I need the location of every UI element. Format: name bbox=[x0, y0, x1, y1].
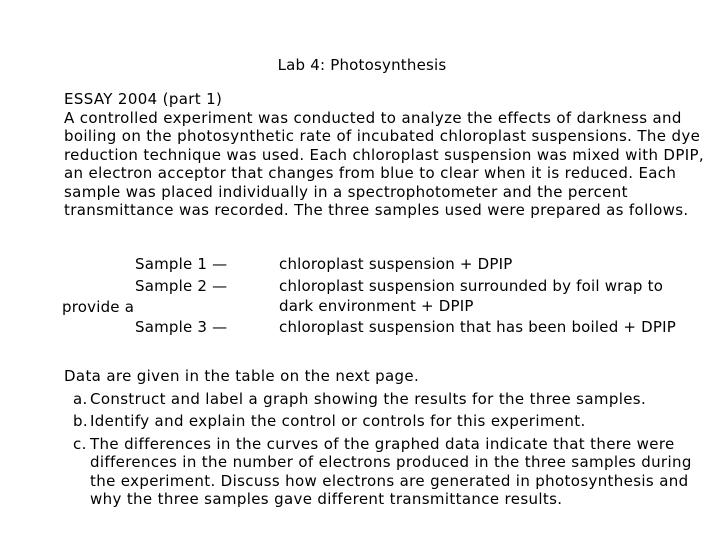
essay-heading: ESSAY 2004 (part 1) bbox=[64, 90, 223, 108]
question-marker: a. bbox=[73, 389, 88, 408]
question-item bbox=[64, 412, 704, 431]
sample-description: chloroplast suspension + DPIP bbox=[279, 255, 513, 273]
essay-section bbox=[64, 90, 704, 220]
sample-row bbox=[62, 317, 712, 339]
question-text: Construct and label a graph showing the results for the three samples. bbox=[90, 389, 647, 408]
sample-description-line: chloroplast suspension surrounded by foil wrap to bbox=[279, 276, 664, 295]
sample-description: chloroplast suspension that has been boiled + DPIP bbox=[279, 318, 677, 336]
essay-paragraph: A controlled experiment was conducted to analyze the effects of darkness and boiling on the photosynthetic rate of incubated chloroplast suspensions. The dye reduction technique was used. Each chloroplast suspension was mixed with DPIP, an electron acceptor that changes from blue to clear when it is reduced. Each sample was placed individually in a spectrophotometer and the percent transmittance was recorded. The three samples used were prepared as follows. bbox=[64, 108, 705, 219]
sample-description-line: dark environment + DPIP bbox=[279, 297, 474, 315]
sample-name: Sample 1 — bbox=[135, 255, 228, 273]
questions-section bbox=[64, 367, 704, 513]
page-title: Lab 4: Photosynthesis bbox=[277, 56, 447, 74]
samples-list bbox=[62, 254, 712, 339]
question-item bbox=[64, 435, 704, 509]
question-list bbox=[64, 390, 704, 509]
question-text: The differences in the curves of the graphed data indicate that there were differences in the number of electrons produced in the three samples during the experiment. Discuss how electrons are generated in photosynthesis and why the three samples gave different transmittance results. bbox=[90, 434, 692, 508]
question-marker: b. bbox=[73, 412, 88, 430]
provide-label: provide a bbox=[62, 298, 135, 316]
question-text: Identify and explain the control or controls for this experiment. bbox=[90, 412, 586, 430]
sample-name: Sample 3 — bbox=[135, 318, 228, 336]
sample-row bbox=[62, 254, 712, 276]
question-item bbox=[64, 390, 704, 409]
sample-row bbox=[62, 276, 712, 298]
sample-name: Sample 2 — bbox=[135, 276, 228, 295]
questions-intro: Data are given in the table on the next page. bbox=[64, 367, 420, 385]
sample-row bbox=[62, 297, 712, 317]
question-marker: c. bbox=[73, 434, 87, 453]
